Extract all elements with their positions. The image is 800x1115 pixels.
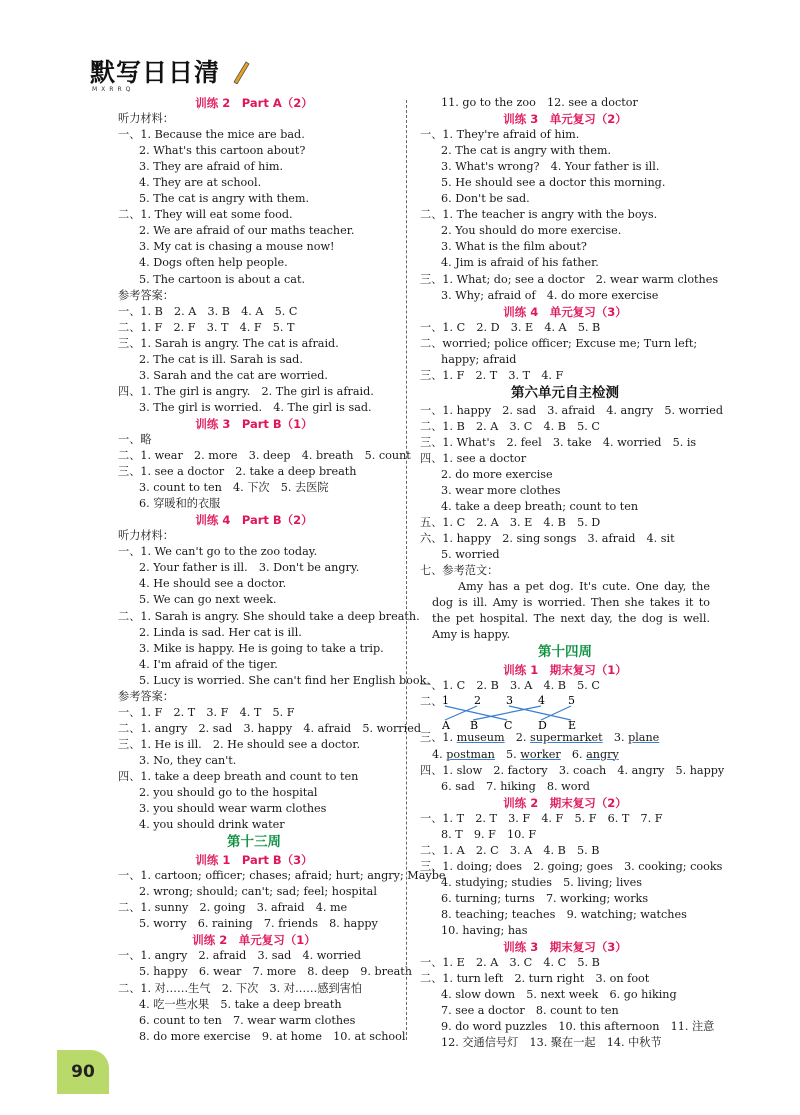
answer-line: 三、1. see a doctor 2. take a deep breath — [118, 465, 357, 479]
answer-line: 一、1. Because the mice are bad. — [118, 128, 305, 142]
answer-line: 5. worried — [441, 548, 500, 562]
answer-line: 12. 交通信号灯 13. 聚在一起 14. 中秋节 — [441, 1036, 662, 1050]
match-line — [445, 706, 477, 720]
match-line — [541, 706, 571, 720]
answer-line: 10. having; has — [441, 924, 528, 938]
answer-line: 三、1. museum 2. supermarket 3. plane — [420, 731, 660, 745]
match-letter: E — [568, 719, 577, 731]
answer-line: 一、1. F 2. T 3. F 4. T 5. F — [118, 705, 295, 719]
answer-line: 4. They are at school. — [139, 176, 262, 190]
answer-line: 三、1. F 2. T 3. T 4. F — [420, 368, 564, 382]
answer-line: 5. The cat is angry with them. — [139, 192, 310, 206]
answer-line: 二、1. Sarah is angry. She should take a deep breath. — [118, 609, 420, 623]
answer-line: 11. go to the zoo 12. see a doctor — [441, 96, 638, 109]
answer-line: 3. count to ten 4. 下次 5. 去医院 — [139, 481, 329, 495]
section-heading: 第六单元自主检测 — [511, 384, 619, 401]
answer-line: 六、1. happy 2. sing songs 3. afraid 4. sit — [420, 532, 675, 546]
matching-lines — [434, 694, 614, 730]
answer-line: 5. happy 6. wear 7. more 8. deep 9. breath — [139, 965, 413, 979]
answer-column-left — [118, 95, 446, 1045]
match-letter: B — [470, 719, 479, 731]
answer-line: 4. slow down 5. next week 6. go hiking — [441, 988, 677, 1002]
answer-line: 4. Jim is afraid of his father. — [441, 256, 599, 270]
section-label: 参考答案： — [118, 288, 174, 302]
section-heading: 训练 2 Part A（2） — [195, 96, 313, 110]
answer-line: 2. What's this cartoon about? — [139, 144, 306, 158]
answer-line: 3. The girl is worried. 4. The girl is sad. — [139, 400, 372, 414]
answer-line: 9. do word puzzles 10. this afternoon 11. 注意 — [441, 1020, 715, 1034]
match-line — [445, 706, 507, 720]
answer-line: 一、1. E 2. A 3. C 4. C 5. B — [420, 956, 600, 970]
answer-line: 3. They are afraid of him. — [139, 160, 284, 174]
answer-word: postman — [446, 747, 495, 761]
answer-line: 一、1. We can't go to the zoo today. — [118, 545, 318, 559]
answer-line: 一、1. T 2. T 3. F 4. F 5. F 6. T 7. F — [420, 811, 663, 825]
answer-line: 3. What is the film about? — [441, 240, 587, 254]
answer-line: 三、1. Sarah is angry. The cat is afraid. — [118, 336, 339, 350]
answer-line: 二、1. sunny 2. going 3. afraid 4. me — [118, 901, 348, 915]
answer-line: 4. postman 5. worker 6. angry — [432, 747, 619, 761]
section-heading: 训练 3 单元复习（2） — [503, 112, 627, 127]
answer-line: 3. Why; afraid of 4. do more exercise — [441, 288, 659, 302]
answer-line: 2. Linda is sad. Her cat is ill. — [139, 625, 302, 639]
section-heading: 训练 1 Part B（3） — [195, 853, 313, 868]
answer-line: 二、1. A 2. C 3. A 4. B 5. B — [420, 843, 600, 857]
answer-line: 5. He should see a doctor this morning. — [441, 176, 666, 190]
answer-line: 6. count to ten 7. wear warm clothes — [139, 1013, 356, 1027]
answer-line: 一、1. B 2. A 3. B 4. A 5. C — [118, 304, 298, 318]
section-heading: 训练 4 Part B（2） — [195, 513, 313, 528]
answer-line: 2. You should do more exercise. — [441, 224, 622, 238]
matching-answer — [420, 694, 710, 730]
section-heading: 训练 1 期末复习（1） — [503, 663, 627, 678]
answer-line: 5. We can go next week. — [139, 593, 277, 607]
answer-line: 4. take a deep breath; count to ten — [441, 500, 639, 514]
answer-line: 3. you should wear warm clothes — [139, 802, 327, 816]
logo — [90, 58, 250, 96]
answer-line: 5. worry 6. raining 7. friends 8. happy — [139, 917, 378, 931]
answer-line: 2. wrong; should; can't; sad; feel; hospital — [139, 885, 377, 899]
answer-line: 一、1. C 2. D 3. E 4. A 5. B — [420, 320, 601, 334]
answer-word: worker — [520, 747, 561, 761]
answer-prefix: 二、 — [420, 695, 443, 709]
answer-line: 二、1. F 2. F 3. T 4. F 5. T — [118, 320, 295, 334]
answer-word: museum — [456, 731, 505, 745]
section-heading: 第十四周 — [538, 644, 592, 661]
answer-line: 一、1. happy 2. sad 3. afraid 4. angry 5. worried — [420, 403, 724, 417]
answer-line: 一、1. C 2. B 3. A 4. B 5. C — [420, 679, 600, 693]
answer-line: 二、1. 对……生气 2. 下次 3. 对……感到害怕 — [118, 981, 363, 995]
match-letter: C — [504, 719, 513, 731]
answer-line: 二、1. angry 2. sad 3. happy 4. afraid 5. worried — [118, 721, 422, 735]
section-label: 参考答案： — [118, 689, 174, 703]
answer-line: 三、1. He is ill. 2. He should see a doctor. — [118, 737, 361, 751]
answer-line: 2. do more exercise — [441, 468, 553, 482]
column-divider — [406, 100, 407, 1040]
answer-line: 2. We are afraid of our maths teacher. — [139, 224, 355, 238]
answer-line: 3. What's wrong? 4. Your father is ill. — [441, 160, 660, 174]
match-number: 1 — [442, 694, 449, 708]
answer-line: 4. He should see a doctor. — [139, 577, 287, 591]
match-number: 2 — [474, 694, 481, 708]
answer-line: 6. sad 7. hiking 8. word — [441, 779, 590, 793]
logo-title: 默写日日清 — [90, 58, 221, 87]
section-label: 听力材料： — [118, 112, 174, 126]
answer-line: 7. see a doctor 8. count to ten — [441, 1004, 619, 1018]
answer-line: 四、1. take a deep breath and count to ten — [118, 769, 359, 783]
answer-line: 3. wear more clothes — [441, 484, 561, 498]
match-number: 5 — [568, 694, 575, 708]
answer-line: 三、1. doing; does 2. going; goes 3. cooking; cooks — [420, 859, 723, 873]
answer-line: 4. Dogs often help people. — [139, 256, 288, 270]
answer-line: 3. Sarah and the cat are worried. — [139, 368, 328, 382]
answer-line: 3. Mike is happy. He is going to take a trip. — [139, 641, 384, 655]
match-letter: A — [442, 719, 450, 731]
answer-line: 一、略 — [118, 432, 152, 446]
answer-line: 二、1. wear 2. more 3. deep 4. breath 5. count — [118, 449, 411, 463]
section-heading: 训练 2 期末复习（2） — [503, 795, 627, 810]
answer-line: 二、1. They will eat some food. — [118, 208, 293, 222]
answer-line: 四、1. slow 2. factory 3. coach 4. angry 5. happy — [420, 763, 725, 777]
match-letter: D — [538, 719, 547, 731]
answer-prefix: 三、1. — [420, 731, 457, 745]
answer-line: 七、参考范文： — [420, 564, 499, 578]
answer-line: 8. teaching; teaches 9. watching; watches — [441, 907, 687, 921]
answer-line: 二、1. B 2. A 3. C 4. B 5. C — [420, 419, 600, 433]
section-label: 听力材料： — [118, 529, 174, 543]
sample-essay: Amy has a pet dog. It's cute. One day, the dog is ill. Amy is worried. Then she takes it to the pet hospital. The next day, the dog is well. Amy is happy. — [432, 580, 710, 642]
answer-line: 6. Don't be sad. — [441, 192, 530, 206]
answer-line: 4. I'm afraid of the tiger. — [139, 657, 278, 671]
answer-line: 一、1. angry 2. afraid 3. sad 4. worried — [118, 949, 362, 963]
answer-line: 2. The cat is ill. Sarah is sad. — [139, 352, 303, 366]
answer-line: 3. My cat is chasing a mouse now! — [139, 240, 335, 254]
page-number: 90 — [57, 1050, 109, 1094]
answer-word: plane — [628, 731, 660, 745]
answer-line: 三、1. What's 2. feel 3. take 4. worried 5. is — [420, 435, 697, 449]
answer-word: supermarket — [530, 731, 603, 745]
answer-line: 6. turning; turns 7. working; works — [441, 891, 649, 905]
answer-line: 二、1. The teacher is angry with the boys. — [420, 208, 658, 222]
answer-column-right — [420, 95, 725, 1051]
answer-line: 4. studying; studies 5. living; lives — [441, 875, 642, 889]
section-heading: 训练 3 期末复习（3） — [503, 940, 627, 955]
answer-line: 3. No, they can't. — [139, 753, 237, 767]
section-heading: 第十三周 — [227, 834, 281, 851]
answer-line: 五、1. C 2. A 3. E 4. B 5. D — [420, 516, 601, 530]
answer-line: 四、1. see a doctor — [420, 451, 527, 465]
answer-line: 四、1. The girl is angry. 2. The girl is afraid. — [118, 384, 374, 398]
match-line — [473, 706, 541, 720]
logo-subtitle: MXRRQ — [92, 86, 135, 93]
answer-word: angry — [586, 747, 619, 761]
section-heading: 训练 3 Part B（1） — [195, 416, 313, 431]
match-number: 4 — [538, 694, 545, 708]
answer-line: 8. T 9. F 10. F — [441, 827, 537, 841]
answer-line: 二、worried; police officer; Excuse me; Turn left; — [420, 336, 698, 350]
answer-line: 一、1. cartoon; officer; chases; afraid; hurt; angry; Maybe — [118, 869, 446, 883]
match-line — [509, 706, 571, 720]
answer-line: 5. Lucy is worried. She can't find her English book. — [139, 673, 430, 687]
answer-line: 2. The cat is angry with them. — [441, 144, 612, 158]
answer-line: 一、1. They're afraid of him. — [420, 128, 580, 142]
answer-line: 5. The cartoon is about a cat. — [139, 272, 305, 286]
answer-line: 6. 穿暖和的衣服 — [139, 497, 221, 511]
answer-line: 2. Your father is ill. 3. Don't be angry. — [139, 561, 360, 575]
answer-line: happy; afraid — [441, 352, 517, 366]
answer-line: 二、1. turn left 2. turn right 3. on foot — [420, 972, 650, 986]
answer-line: 三、1. What; do; see a doctor 2. wear warm clothes — [420, 272, 719, 286]
answer-line: 2. you should go to the hospital — [139, 786, 318, 800]
answer-line: 8. do more exercise 9. at home 10. at school — [139, 1029, 406, 1043]
section-heading: 训练 2 单元复习（1） — [192, 933, 316, 948]
answer-line: 4. you should drink water — [139, 818, 285, 832]
section-heading: 训练 4 单元复习（3） — [503, 304, 627, 319]
pen-icon — [230, 60, 250, 84]
answer-line: 4. 吃一些水果 5. take a deep breath — [139, 997, 342, 1011]
match-number: 3 — [506, 694, 513, 708]
